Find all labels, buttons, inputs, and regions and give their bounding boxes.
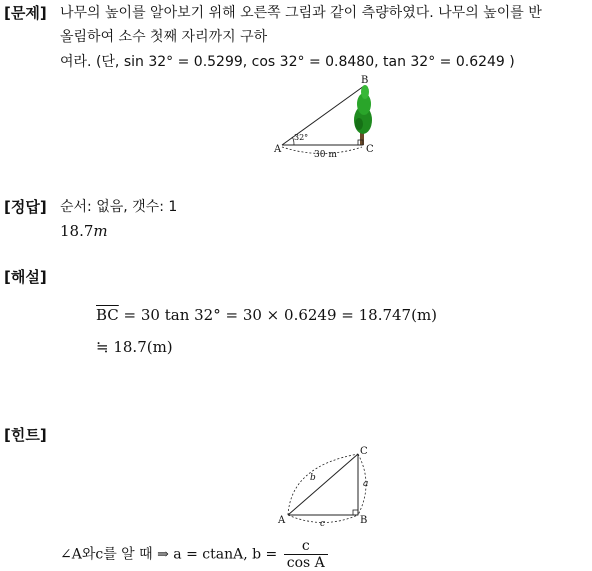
explanation-label: [해설] (4, 268, 47, 286)
vertex-b-label: B (361, 75, 369, 86)
answer-value (60, 222, 108, 240)
answer-label: [정답] (4, 198, 47, 216)
tree-foliage-icon (354, 85, 372, 134)
answer-number: 18.7 (60, 222, 94, 240)
fraction-numerator: c (284, 538, 328, 555)
vertex-c-label: C (360, 446, 368, 457)
hint-triangle-figure (276, 444, 376, 530)
base-length-label: 30 m (314, 150, 337, 160)
explanation-equation-1 (96, 306, 437, 324)
equation-1-body: = 30 tan 32° = 30 × 0.6249 = 18.747(m) (118, 306, 438, 324)
right-angle-mark (353, 510, 358, 515)
hint-formula-text: ∠A와c를 알 때 ⇒ a = ctanA, b = (60, 546, 278, 563)
side-b-label: b (310, 473, 316, 483)
fraction-denominator: cos A (286, 555, 325, 571)
vertex-a-label: A (278, 515, 286, 526)
side-a-label: a (363, 479, 369, 489)
problem-label: [문제] (4, 4, 47, 22)
vertex-b-label: B (360, 515, 368, 526)
hint-formula (60, 538, 330, 571)
angle-label: 32° (294, 133, 309, 142)
side-c-label: c (320, 519, 326, 529)
hint-fraction (284, 538, 328, 571)
answer-unit: m (93, 222, 108, 240)
problem-text-line-2: 올림하여 소수 첫째 자리까지 구하 (60, 29, 268, 45)
segment-bc: $\overline{BC}$ (96, 306, 119, 324)
vertex-a-label: A (274, 144, 282, 155)
answer-meta: 순서: 없음, 갯수: 1 (60, 199, 178, 215)
explanation-equation-2: ≒ 18.7(m) (96, 338, 173, 356)
tree-measurement-figure (272, 74, 382, 160)
vertex-c-label: C (366, 144, 374, 155)
problem-text-line-1: 나무의 높이를 알아보기 위해 오른쪽 그림과 같이 측량하였다. 나무의 높이를 반 (60, 5, 542, 21)
problem-text-line-3: 여라. (단, sin 32° = 0.5299, cos 32° = 0.8480, tan 32° = 0.6249 ) (60, 54, 515, 70)
hint-label: [힌트] (4, 426, 47, 444)
